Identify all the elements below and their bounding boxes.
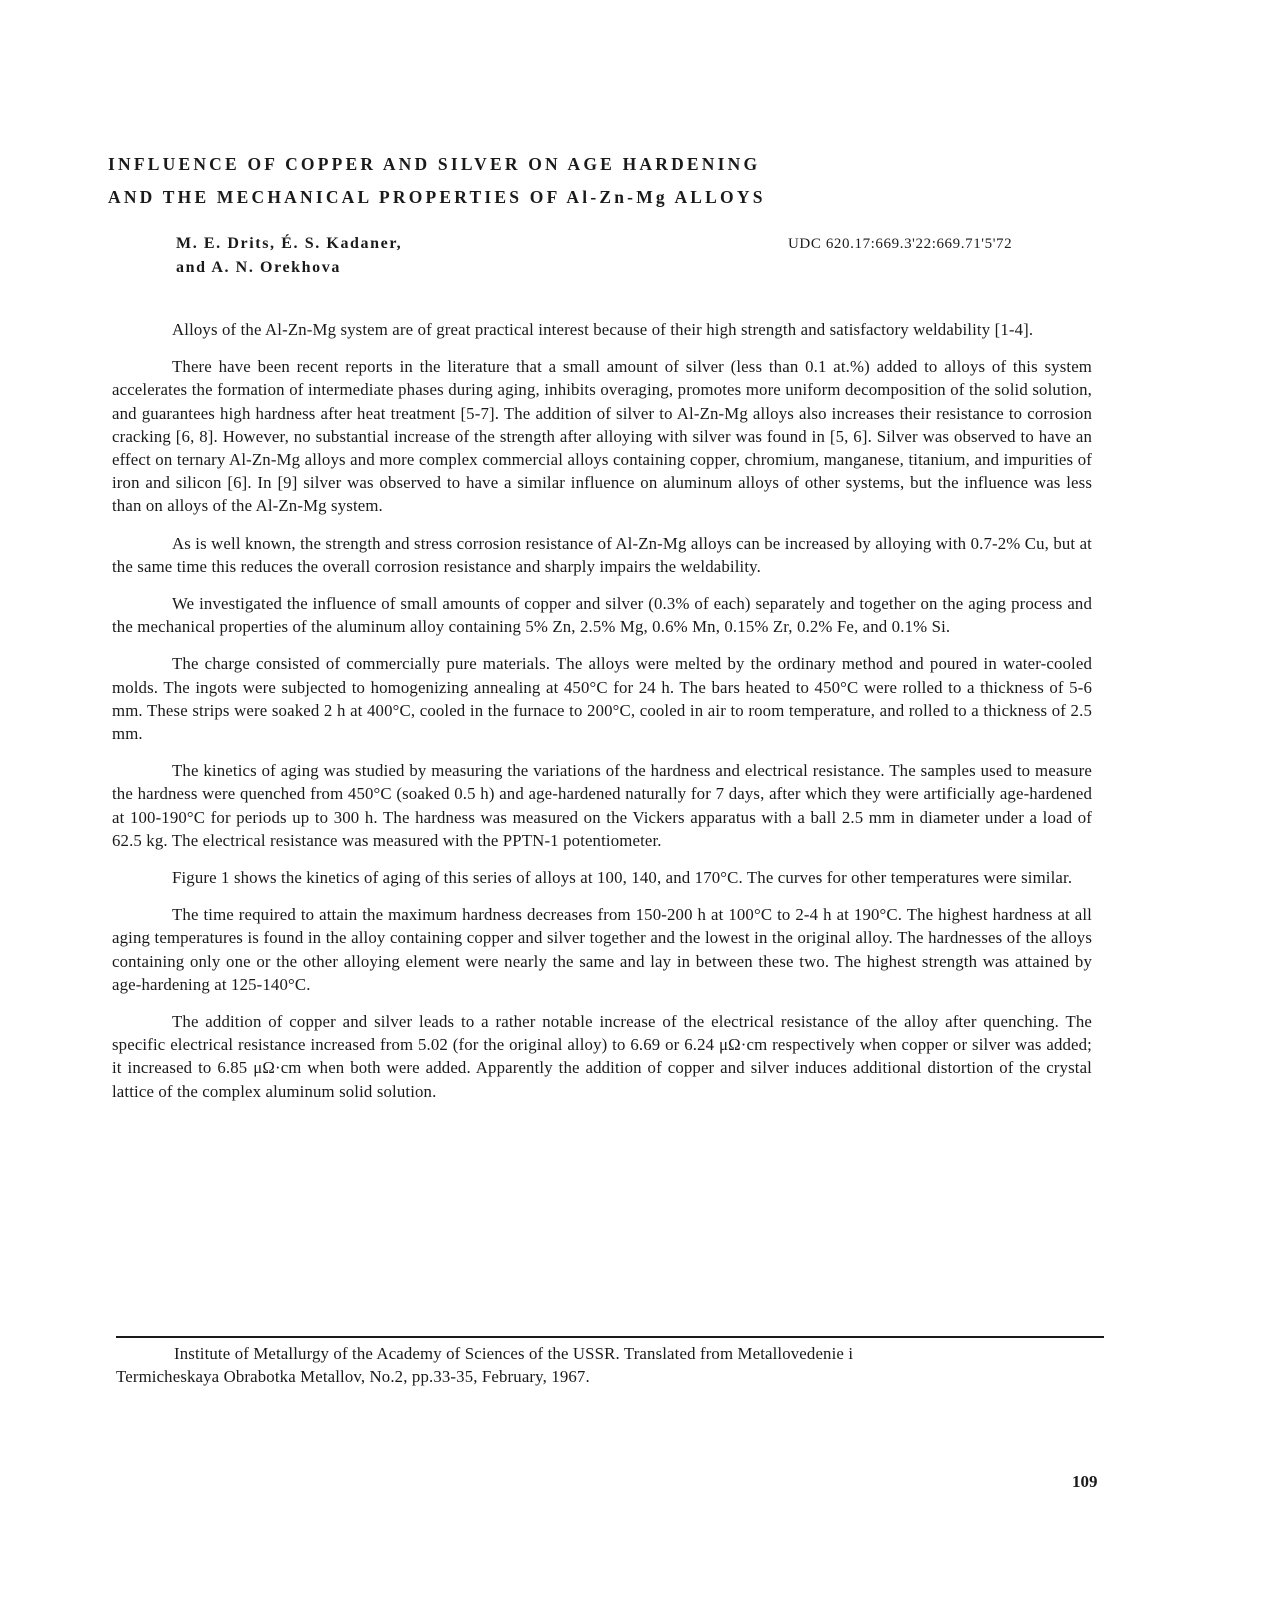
paragraph: The addition of copper and silver leads to a rather notable increase of the electrical resistance of the alloy after quenching. The specific electrical resistance increased from 5.02 (for the original alloy) to 6.69 or 6.24 μΩ·cm respectively when copper or silver was added; it increased to 6.85 μΩ·cm when both were added. Apparently the addition of copper and silver induces additional distortion of the crystal lattice of the complex aluminum solid solution.	[112, 1012, 1092, 1101]
page-number: 109	[1072, 1472, 1098, 1491]
article-title-line-2: AND THE MECHANICAL PROPERTIES OF Al-Zn-Mg ALLOYS	[108, 187, 766, 207]
authors	[176, 232, 402, 280]
article-body	[112, 318, 1092, 1117]
paragraph: Alloys of the Al-Zn-Mg system are of great practical interest because of their high strength and satisfactory weldability [1-4].	[172, 320, 1034, 339]
paragraph: Figure 1 shows the kinetics of aging of this series of alloys at 100, 140, and 170°C. The curves for other temperatures were similar.	[172, 868, 1073, 888]
paragraph: The kinetics of aging was studied by measuring the variations of the hardness and electrical resistance. The samples used to measure the hardness were quenched from 450°C (soaked 0.5 h) and age-hardened naturally for 7 days, after which they were artificially age-hardened at 100-190°C for periods up to 300 h. The hardness was measured on the Vickers apparatus with a ball 2.5 mm in diameter under a load of 62.5 kg. The electrical resistance was measured with the PPTN-1 potentiometer.	[112, 761, 1092, 850]
paragraph: There have been recent reports in the literature that a small amount of silver (less than 0.1 at.%) added to alloys of this system accelerates the formation of intermediate phases during aging, inhibits overaging, promotes more uniform decomposition of the solid solution, and guarantees high hardness after heat treatment [5-7]. The addition of silver to Al-Zn-Mg alloys also increases their resistance to corrosion cracking [6, 8]. However, no substantial increase of the strength after alloying with silver was found in [5, 6]. Silver was observed to have an effect on ternary Al-Zn-Mg alloys and more complex commercial alloys containing copper, chromium, manganese, titanium, and impurities of iron and silicon [6]. In [9] silver was observed to have a similar influence on aluminum alloys of other systems, but the influence was less than on alloys of the Al-Zn-Mg system.	[112, 357, 1092, 516]
paragraph: The charge consisted of commercially pure materials. The alloys were melted by the ordinary method and poured in water-cooled molds. The ingots were subjected to homogenizing annealing at 450°C for 24 h. The bars heated to 450°C were rolled to a thickness of 5-6 mm. These strips were soaked 2 h at 400°C, cooled in the furnace to 200°C, cooled in air to room temperature, and rolled to a thickness of 2.5 mm.	[112, 654, 1092, 744]
footnote-line-1: Institute of Metallurgy of the Academy of Sciences of the USSR. Translated from Metallovedenie i	[174, 1344, 854, 1363]
article-title	[108, 148, 1108, 214]
authors-line-2: and A. N. Orekhova	[176, 259, 341, 276]
paragraph: We investigated the influence of small amounts of copper and silver (0.3% of each) separately and together on the aging process and the mechanical properties of the aluminum alloy containing 5% Zn, 2.5% Mg, 0.6% Mn, 0.15% Zr, 0.2% Fe, and 0.1% Si.	[112, 594, 1092, 637]
footnote	[116, 1342, 1104, 1388]
footnote-divider	[116, 1336, 1104, 1338]
authors-line-1: M. E. Drits, É. S. Kadaner,	[176, 235, 403, 252]
article-title-line-1: INFLUENCE OF COPPER AND SILVER ON AGE HARDENING	[108, 154, 761, 174]
footnote-line-2: Termicheskaya Obrabotka Metallov, No.2, pp.33-35, February, 1967.	[116, 1367, 590, 1387]
udc-code: UDC 620.17:669.3'22:669.71'5'72	[788, 236, 1013, 252]
paragraph: The time required to attain the maximum hardness decreases from 150-200 h at 100°C to 2-4 h at 190°C. The highest hardness at all aging temperatures is found in the alloy containing copper and silver together and the lowest in the original alloy. The hardnesses of the alloys containing only one or the other alloying element were nearly the same and lay in between these two. The highest strength was attained by age-hardening at 125-140°C.	[112, 905, 1092, 994]
paragraph: As is well known, the strength and stress corrosion resistance of Al-Zn-Mg alloys can be increased by alloying with 0.7-2% Cu, but at the same time this reduces the overall corrosion resistance and sharply impairs the weldability.	[112, 533, 1092, 576]
